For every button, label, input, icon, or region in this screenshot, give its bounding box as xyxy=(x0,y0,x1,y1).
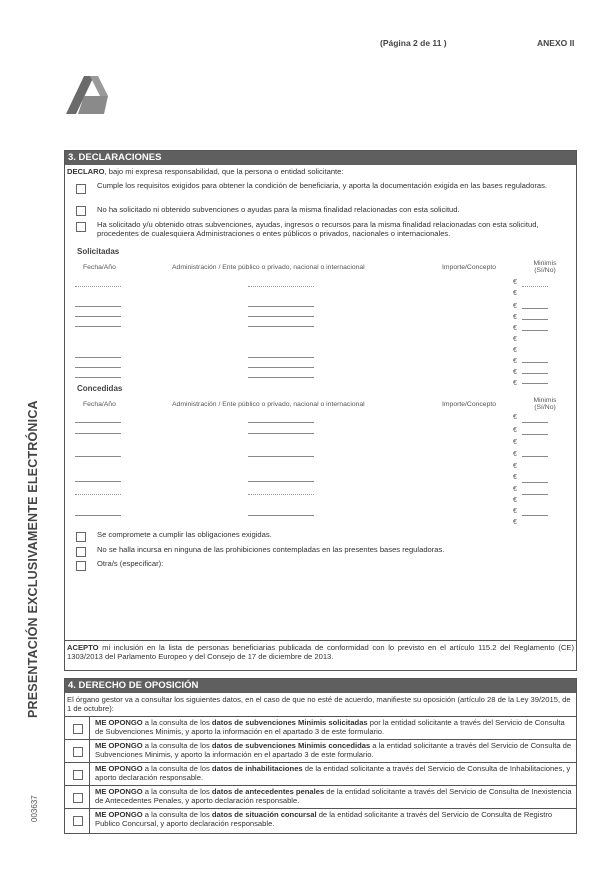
con-fecha-5[interactable] xyxy=(75,494,121,495)
oposicion-row-5 xyxy=(65,808,576,834)
junta-logo-icon xyxy=(64,74,110,116)
sol-admin-2[interactable] xyxy=(248,306,314,307)
s4-intro: El órgano gestor va a consultar los siguientes datos, en el caso de que no esté de acuerdo, manifieste su oposición (artículo 28 de la Ley 39/2015, de 1 de octubre): xyxy=(67,695,571,713)
sol-minimis-6[interactable] xyxy=(522,373,548,374)
con-minimis-5[interactable] xyxy=(522,494,548,495)
con-minimis-2[interactable] xyxy=(522,434,548,435)
declaro-bold: DECLARO xyxy=(67,167,105,176)
con-euro-3: € xyxy=(513,439,517,446)
con-fecha-4[interactable] xyxy=(75,481,121,482)
acepto-text xyxy=(67,644,574,661)
checkbox-oponer-minimis-concedidas[interactable] xyxy=(73,747,83,757)
sol-admin-3[interactable] xyxy=(248,316,314,317)
item-cumple-requisitos: Cumple los requisitos exigidos para obtener la condición de beneficiaria, y aporta la documentación exigida en las bases reguladoras. xyxy=(97,181,547,190)
col-admin-2: Administración / Ente público o privado, nacional o internacional xyxy=(172,401,365,408)
checkbox-compromete[interactable] xyxy=(76,532,86,542)
oposicion-text-4: ME OPONGO a la consulta de los datos de antecedentes penales de la entidad solicitante a través del Servicio de Consulta de Inexistencia de Antecedentes Penales, y aporto declaración responsable. xyxy=(95,787,572,805)
section-4-title: 4. DERECHO DE OPOSICIÓN xyxy=(65,679,576,693)
con-euro-9: € xyxy=(513,508,517,515)
con-admin-6[interactable] xyxy=(248,515,314,516)
con-euro-5: € xyxy=(513,463,517,470)
sol-admin-5[interactable] xyxy=(248,357,314,358)
con-euro-4: € xyxy=(513,451,517,458)
sol-euro-8: € xyxy=(513,358,517,365)
sol-minimis-5[interactable] xyxy=(522,362,548,363)
sol-euro-1: € xyxy=(513,279,517,286)
con-minimis-3[interactable] xyxy=(522,456,548,457)
con-euro-2: € xyxy=(513,427,517,434)
sol-minimis-4[interactable] xyxy=(522,330,548,331)
sol-fecha-2[interactable] xyxy=(75,306,121,307)
checkbox-otras[interactable] xyxy=(76,561,86,571)
section-derecho-oposicion xyxy=(64,678,577,834)
acepto-rest: mi inclusión en la lista de personas beneficiarias publicada de conformidad con lo previsto en el artículo 115.2 del Reglamento (CE) 1303/2013 del Parlamento Europeo y del Consejo de 17 de diciembre de 2013. xyxy=(67,643,574,661)
sol-fecha-5[interactable] xyxy=(75,357,121,358)
con-admin-3[interactable] xyxy=(248,456,314,457)
sol-fecha-4[interactable] xyxy=(75,326,121,327)
checkbox-oponer-concursal[interactable] xyxy=(73,816,83,826)
col-minimis: Minimis (Sí/No) xyxy=(533,260,557,274)
con-admin-1[interactable] xyxy=(248,422,314,423)
checkbox-oponer-minimis-solicitadas[interactable] xyxy=(73,724,83,734)
oposicion-row-3 xyxy=(65,762,576,786)
sol-euro-9: € xyxy=(513,369,517,376)
sol-admin-1[interactable] xyxy=(248,286,314,287)
col-fecha-2: Fecha/Año xyxy=(83,401,116,408)
sol-admin-7[interactable] xyxy=(248,377,314,378)
item-no-incursa: No se halla incursa en ninguna de las prohibiciones contempladas en las presentes bases reguladoras. xyxy=(97,545,445,554)
con-fecha-6[interactable] xyxy=(75,515,121,516)
con-euro-8: € xyxy=(513,497,517,504)
con-minimis-1[interactable] xyxy=(522,422,548,423)
sol-euro-5: € xyxy=(513,325,517,332)
section-3-title: 3. DECLARACIONES xyxy=(65,151,576,165)
page-number: (Página 2 de 11 ) xyxy=(380,38,447,48)
sol-fecha-7[interactable] xyxy=(75,377,121,378)
col-admin: Administración / Ente público o privado, nacional o internacional xyxy=(172,264,365,271)
col-minimis-2: Minimis (Sí/No) xyxy=(533,397,557,411)
con-admin-5[interactable] xyxy=(248,494,314,495)
con-fecha-1[interactable] xyxy=(75,422,121,423)
con-euro-7: € xyxy=(513,486,517,493)
sol-fecha-1[interactable] xyxy=(75,286,121,287)
checkbox-no-incursa[interactable] xyxy=(76,547,86,557)
col-importe-2: Importe/Concepto xyxy=(442,401,497,408)
oposicion-row-1 xyxy=(65,716,576,740)
item-compromete: Se compromete a cumplir las obligaciones exigidas. xyxy=(97,530,272,539)
checkbox-otras-subvenciones[interactable] xyxy=(76,222,86,232)
checkbox-oponer-antecedentes[interactable] xyxy=(73,793,83,803)
acepto-bold: ACEPTO xyxy=(67,643,99,652)
sol-fecha-6[interactable] xyxy=(75,367,121,368)
sol-euro-2: € xyxy=(513,290,517,297)
item-no-solicitado: No ha solicitado ni obtenido subvenciones o ayudas para la misma finalidad relacionadas con esta solicitud. xyxy=(97,205,460,214)
con-fecha-2[interactable] xyxy=(75,433,121,434)
vertical-presentation-text: PRESENTACIÓN EXCLUSIVAMENTE ELECTRÓNICA xyxy=(26,400,40,718)
oposicion-text-3: ME OPONGO a la consulta de los datos de inhabilitaciones de la entidad solicitante a través del Servicio de Consulta de Inhabilitaciones, y aporto declaración responsable. xyxy=(95,764,571,782)
concedidas-label: Concedidas xyxy=(77,384,123,393)
con-minimis-6[interactable] xyxy=(522,515,548,516)
sol-minimis-2[interactable] xyxy=(522,308,548,309)
section-declaraciones xyxy=(64,150,577,671)
sol-admin-4[interactable] xyxy=(248,326,314,327)
con-admin-4[interactable] xyxy=(248,481,314,482)
sol-euro-3: € xyxy=(513,303,517,310)
annex-label: ANEXO II xyxy=(537,38,575,48)
checkbox-cumple-requisitos[interactable] xyxy=(76,184,86,194)
con-euro-6: € xyxy=(513,474,517,481)
col-fecha: Fecha/Año xyxy=(83,264,116,271)
oposicion-text-1: ME OPONGO a la consulta de los datos de subvenciones Minimis solicitadas por la entidad solicitante a través del Servicio de Consulta de Subvenciones Minimis, y aporto la información en el apartado 3 de este formulario. xyxy=(95,718,565,736)
oposicion-row-4 xyxy=(65,785,576,809)
sol-euro-4: € xyxy=(513,314,517,321)
declaro-text: , bajo mi expresa responsabilidad, que la persona o entidad solicitante: xyxy=(104,167,344,176)
declaro-line xyxy=(67,168,343,177)
sol-minimis-7[interactable] xyxy=(522,383,548,384)
oposicion-row-2 xyxy=(65,739,576,763)
con-euro-10: € xyxy=(513,519,517,526)
item-otras-subvenciones: Ha solicitado y/u obtenido otras subvenciones, ayudas, ingresos o recursos para la misma finalidad relacionadas con esta solicitud, procedentes de cualesquiera Administraciones o entes públicos o privados, nacionales o internacionales. xyxy=(97,220,539,238)
con-fecha-3[interactable] xyxy=(75,456,121,457)
sol-euro-7: € xyxy=(513,347,517,354)
form-code: 003637 xyxy=(30,795,39,822)
col-importe: Importe/Concepto xyxy=(442,264,497,271)
con-euro-1: € xyxy=(513,414,517,421)
sol-admin-6[interactable] xyxy=(248,367,314,368)
item-otras: Otra/s (especificar): xyxy=(97,559,164,568)
checkbox-oponer-inhabilitaciones[interactable] xyxy=(73,770,83,780)
oposicion-text-2: ME OPONGO a la consulta de los datos de subvenciones Minimis concedidas a la entidad solicitante a través del Servicio de Consulta de Subvenciones Minimis, y aporto la información en el apartado 3 de este formulario. xyxy=(95,741,572,759)
sol-euro-6: € xyxy=(513,336,517,343)
sol-fecha-3[interactable] xyxy=(75,316,121,317)
sol-minimis-1[interactable] xyxy=(522,286,548,287)
checkbox-no-solicitado[interactable] xyxy=(76,206,86,216)
acepto-box xyxy=(65,640,576,661)
con-admin-2[interactable] xyxy=(248,433,314,434)
sol-euro-10: € xyxy=(513,380,517,387)
oposicion-text-5: ME OPONGO a la consulta de los datos de situación concursal de la entidad solicitante a través del Servicio de Consulta de Registro Publico Concursal, y aporto declaración responsable. xyxy=(95,810,553,828)
sol-minimis-3[interactable] xyxy=(522,319,548,320)
con-minimis-4[interactable] xyxy=(522,482,548,483)
solicitadas-label: Solicitadas xyxy=(77,247,120,256)
